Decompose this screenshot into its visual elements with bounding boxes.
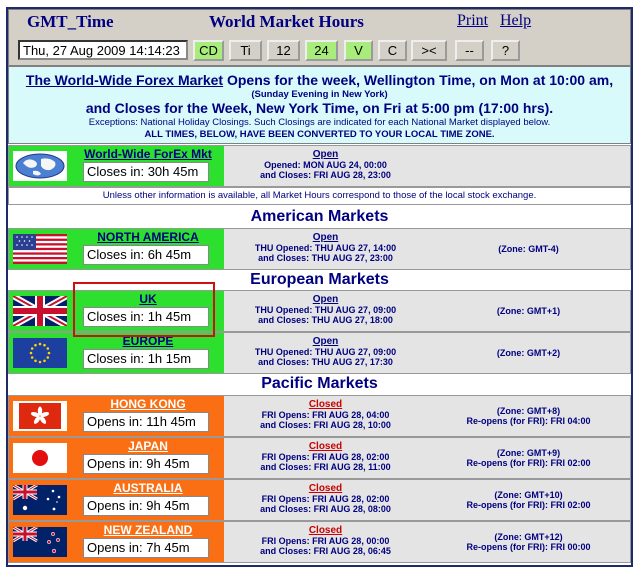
intro-line-3: and Closes for the Week, New York Time, on Fri at 5:00 pm (17:00 hrs). xyxy=(85,100,554,116)
time-cell xyxy=(224,146,427,186)
market-name-link[interactable]: NORTH AMERICA xyxy=(97,230,199,244)
time-line-1: FRI Opens: FRI AUG 28, 02:00 xyxy=(261,494,390,504)
zone-text: (Zone: GMT+2) xyxy=(496,348,561,358)
market-cell xyxy=(72,229,224,269)
zone-cell xyxy=(427,396,630,436)
time-line-2: and Closes: FRI AUG 28, 10:00 xyxy=(260,420,391,430)
market-cell xyxy=(72,396,224,436)
flag-cell xyxy=(9,229,72,269)
market-name-link[interactable]: AUSTRALIA xyxy=(113,481,183,495)
flag-cell xyxy=(9,146,72,186)
market-cell xyxy=(72,438,224,478)
australia-flag-icon xyxy=(13,485,67,515)
c-button[interactable]: C xyxy=(378,40,407,61)
countdown-field[interactable]: Opens in: 7h 45m xyxy=(83,538,209,558)
question-button[interactable]: ? xyxy=(491,40,520,61)
status-link[interactable]: Closed xyxy=(308,483,343,494)
zone-text: (Zone: GMT+8) xyxy=(496,406,561,416)
market-name-link[interactable]: World-Wide ForEx Mkt xyxy=(84,147,212,161)
clock-display[interactable]: Thu, 27 Aug 2009 14:14:23 xyxy=(18,40,188,60)
zone-cell xyxy=(427,146,630,186)
exchange-note: Unless other information is available, all Market Hours correspond to those of the local stock exchange. xyxy=(8,187,631,205)
section-american: American Markets xyxy=(250,208,389,225)
time-line-1: THU Opened: THU AUG 27, 14:00 xyxy=(254,243,397,253)
time-cell xyxy=(224,438,427,478)
section-european: European Markets xyxy=(250,271,389,288)
reopen-text: Re-opens (for FRI): FRI 04:00 xyxy=(466,416,591,426)
print-link[interactable]: Print xyxy=(457,12,489,29)
zone-cell xyxy=(427,438,630,478)
help-link[interactable]: Help xyxy=(500,12,532,29)
zone-text: (Zone: GMT+12) xyxy=(494,532,563,542)
time-line-2: and Closes: FRI AUG 28, 23:00 xyxy=(260,170,391,180)
market-row-australia xyxy=(8,479,631,521)
reopen-text: Re-opens (for FRI): FRI 02:00 xyxy=(466,458,591,468)
market-name-link[interactable]: NEW ZEALAND xyxy=(103,523,193,537)
time-line-2: and Closes: FRI AUG 28, 11:00 xyxy=(260,462,391,472)
market-cell xyxy=(72,480,224,520)
countdown-field[interactable]: Opens in: 11h 45m xyxy=(83,412,209,432)
market-name-link[interactable]: JAPAN xyxy=(128,439,168,453)
status-link[interactable]: Open xyxy=(312,149,339,160)
flag-cell xyxy=(9,396,72,436)
twelve-hour-button[interactable]: 12 xyxy=(267,40,300,61)
time-line-2: and Closes: FRI AUG 28, 06:45 xyxy=(260,546,391,556)
time-cell xyxy=(224,333,427,373)
status-link[interactable]: Open xyxy=(312,336,339,347)
time-line-1: FRI Opens: FRI AUG 28, 02:00 xyxy=(261,452,390,462)
zone-cell xyxy=(427,229,630,269)
status-link[interactable]: Closed xyxy=(308,525,343,536)
header-toolbar xyxy=(8,9,631,66)
status-link[interactable]: Open xyxy=(312,294,339,305)
app-title: GMT_Time xyxy=(27,12,114,31)
intro-line-1-rest: Opens for the week, Wellington Time, on Mon at 10:00 am, xyxy=(223,72,614,88)
globe-icon xyxy=(13,151,67,181)
time-cell xyxy=(224,229,427,269)
flag-cell xyxy=(9,333,72,373)
window-title: World Market Hours xyxy=(209,12,364,31)
time-line-2: and Closes: THU AUG 27, 23:00 xyxy=(258,253,393,263)
market-row-europe xyxy=(8,332,631,374)
flag-cell xyxy=(9,480,72,520)
intro-line-5: ALL TIMES, BELOW, HAVE BEEN CONVERTED TO YOUR LOCAL TIME ZONE. xyxy=(144,129,495,140)
time-line-1: Opened: MON AUG 24, 00:00 xyxy=(264,160,387,170)
market-cell xyxy=(72,522,224,562)
us-flag-icon xyxy=(13,234,67,264)
highlight-box xyxy=(73,282,215,337)
zone-text: (Zone: GMT+1) xyxy=(496,306,561,316)
uk-flag-icon xyxy=(13,296,67,326)
countdown-field[interactable]: Opens in: 9h 45m xyxy=(83,496,209,516)
time-line-1: THU Opened: THU AUG 27, 09:00 xyxy=(254,305,397,315)
intro-line-1 xyxy=(9,72,630,88)
collapse-button[interactable]: >< xyxy=(411,40,447,61)
intro-panel xyxy=(8,66,631,144)
time-line-1: THU Opened: THU AUG 27, 09:00 xyxy=(254,347,397,357)
zone-text: (Zone: GMT+10) xyxy=(494,490,563,500)
reopen-text: Re-opens (for FRI): FRI 00:00 xyxy=(466,542,591,552)
countdown-field[interactable]: Closes in: 1h 15m xyxy=(83,349,209,369)
zone-cell xyxy=(427,333,630,373)
countdown-field[interactable]: Closes in: 6h 45m xyxy=(83,245,209,265)
market-name-link[interactable]: EUROPE xyxy=(122,334,174,348)
market-name-link[interactable]: UK xyxy=(139,292,157,306)
time-cell xyxy=(224,522,427,562)
cd-button[interactable]: CD xyxy=(193,40,224,61)
reopen-text: Re-opens (for FRI): FRI 02:00 xyxy=(466,500,591,510)
twentyfour-hour-button[interactable]: 24 xyxy=(305,40,338,61)
countdown-field[interactable]: Closes in: 30h 45m xyxy=(83,162,209,182)
time-line-1: FRI Opens: FRI AUG 28, 00:00 xyxy=(261,536,390,546)
section-pacific: Pacific Markets xyxy=(261,375,378,392)
status-link[interactable]: Closed xyxy=(308,399,343,410)
v-button[interactable]: V xyxy=(344,40,373,61)
new-zealand-flag-icon xyxy=(13,527,67,557)
time-line-2: and Closes: THU AUG 27, 17:30 xyxy=(258,357,393,367)
time-cell xyxy=(224,480,427,520)
market-row-hong-kong xyxy=(8,395,631,437)
status-link[interactable]: Open xyxy=(312,232,339,243)
flag-cell xyxy=(9,438,72,478)
market-row-new-zealand xyxy=(8,521,631,563)
dash-button[interactable]: -- xyxy=(455,40,484,61)
zone-cell xyxy=(427,522,630,562)
market-cell xyxy=(72,146,224,186)
market-name-link[interactable]: HONG KONG xyxy=(110,397,186,411)
time-line-2: and Closes: FRI AUG 28, 08:00 xyxy=(260,504,391,514)
countdown-field[interactable]: Opens in: 9h 45m xyxy=(83,454,209,474)
zone-cell xyxy=(427,291,630,331)
ti-button[interactable]: Ti xyxy=(229,40,262,61)
time-cell xyxy=(224,291,427,331)
japan-flag-icon xyxy=(13,443,67,473)
market-row-north-america xyxy=(8,228,631,270)
flag-cell xyxy=(9,291,72,331)
zone-text: (Zone: GMT-4) xyxy=(498,244,559,254)
zone-cell xyxy=(427,480,630,520)
time-line-1: FRI Opens: FRI AUG 28, 04:00 xyxy=(261,410,390,420)
market-cell xyxy=(72,333,224,373)
flag-cell xyxy=(9,522,72,562)
status-link[interactable]: Closed xyxy=(308,441,343,452)
time-cell xyxy=(224,396,427,436)
market-row-japan xyxy=(8,437,631,479)
eu-flag-icon xyxy=(13,338,67,368)
countdown-field[interactable]: Closes in: 1h 45m xyxy=(83,307,209,327)
intro-line-4: Exceptions: National Holiday Closings. Such Closings are indicated for each National Market displayed below. xyxy=(88,117,551,128)
forex-row xyxy=(8,145,631,187)
hong-kong-flag-icon xyxy=(13,401,67,431)
zone-text: (Zone: GMT+9) xyxy=(496,448,561,458)
forex-market-link[interactable]: The World-Wide Forex Market xyxy=(25,72,224,88)
intro-line-2: (Sunday Evening in New York) xyxy=(251,89,388,100)
time-line-2: and Closes: THU AUG 27, 18:00 xyxy=(258,315,393,325)
